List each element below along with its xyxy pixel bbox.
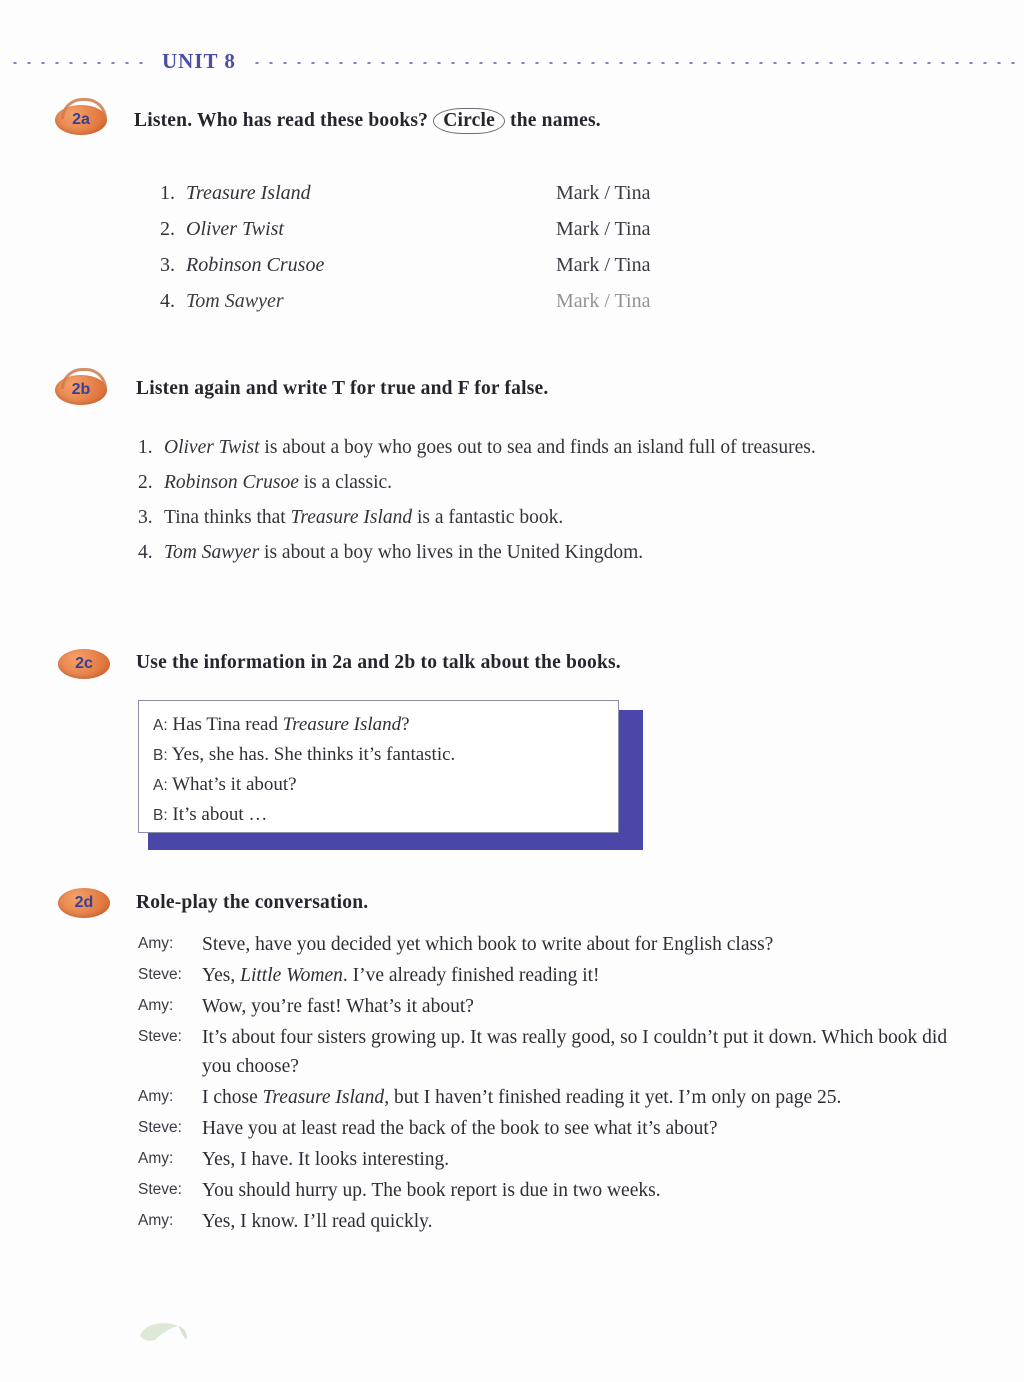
conversation-line <box>138 1207 978 1236</box>
dotted-rule-left <box>8 58 148 64</box>
book-title: Treasure Island <box>262 1087 385 1108</box>
instruction-2d: Role-play the conversation. <box>136 892 369 913</box>
statement-lead: Tina thinks that <box>164 507 291 528</box>
conversation-text: Yes, I have. It looks interesting. <box>202 1149 450 1170</box>
statement <box>164 535 838 570</box>
book-title: Treasure Island <box>186 182 311 204</box>
dotted-rule-right <box>250 58 1018 64</box>
conversation-2d <box>138 930 978 1238</box>
item-number: 1. <box>138 437 153 458</box>
item-number: 3. <box>160 254 175 276</box>
exercise-badge-2c: 2c <box>58 649 110 679</box>
conversation-text: Have you at least read the back of the book to see what it’s about? <box>202 1118 718 1139</box>
dialogue-text: What’s it about? <box>172 774 297 795</box>
instruction-2a <box>134 108 601 134</box>
book-title: Robinson Crusoe <box>186 254 325 276</box>
conversation-line <box>138 1114 978 1143</box>
dialogue-title: Treasure Island <box>282 714 402 735</box>
book-title: Little Women <box>240 965 343 986</box>
speaker-label: Amy: <box>138 1150 174 1167</box>
conversation-text: Steve, have you decided yet which book to write about for English class? <box>202 934 774 955</box>
speaker-label: Steve: <box>138 966 182 983</box>
instruction-2c: Use the information in 2a and 2b to talk about the books. <box>136 652 621 673</box>
dialogue-line <box>153 740 604 770</box>
statement-rest: is a classic. <box>298 472 393 493</box>
list-item <box>138 500 838 535</box>
true-false-list-2b <box>138 430 838 570</box>
list-item <box>160 182 780 218</box>
list-item <box>138 535 838 570</box>
statement-title: Tom Sawyer <box>164 542 260 563</box>
book-title: Tom Sawyer <box>186 290 284 312</box>
book-title: Oliver Twist <box>186 218 284 240</box>
item-number: 2. <box>160 218 175 240</box>
exercise-badge-2a: 2a <box>55 105 107 135</box>
conversation-line <box>138 1083 978 1112</box>
dialogue-line <box>153 770 604 800</box>
dialogue-text: It’s about … <box>172 804 268 825</box>
name-choice[interactable]: Mark / Tina <box>556 182 651 204</box>
instruction-2a-post: the names. <box>510 110 601 131</box>
statement-rest: is about a boy who goes out to sea and finds an island full of treasures. <box>259 437 816 458</box>
conversation-line <box>138 1176 978 1205</box>
statement-title: Oliver Twist <box>164 437 260 458</box>
statement <box>164 430 838 465</box>
speaker-label: Amy: <box>138 1088 174 1105</box>
model-dialogue-box <box>138 700 633 845</box>
unit-title: UNIT 8 <box>162 48 236 73</box>
conversation-line <box>138 1023 978 1081</box>
item-number: 3. <box>138 507 153 528</box>
conversation-text: Wow, you’re fast! What’s it about? <box>202 996 474 1017</box>
item-number: 2. <box>138 472 153 493</box>
item-number: 4. <box>138 542 153 563</box>
conversation-line <box>138 1145 978 1174</box>
exercise-badge-2b: 2b <box>55 375 107 405</box>
page-header <box>0 44 1024 78</box>
list-item <box>138 465 838 500</box>
statement <box>164 500 838 535</box>
speaker-label: Amy: <box>138 1212 174 1229</box>
speaker-label: B: <box>153 747 168 764</box>
name-choice[interactable]: Mark / Tina <box>556 290 651 312</box>
dialogue-panel <box>138 700 619 833</box>
statement-title: Robinson Crusoe <box>164 472 299 493</box>
book-list-2a <box>160 182 780 326</box>
conversation-text: It’s about four sisters growing up. It was really good, so I couldn’t put it down. Which book did you choose? <box>202 1027 948 1077</box>
exercise-badge-2d: 2d <box>58 888 110 918</box>
speaker-label: Steve: <box>138 1181 182 1198</box>
speaker-label: B: <box>153 807 168 824</box>
name-choice[interactable]: Mark / Tina <box>556 254 651 276</box>
list-item <box>160 254 780 290</box>
statement-rest: is about a boy who lives in the United Kingdom. <box>259 542 644 563</box>
conversation-line <box>138 961 978 990</box>
conversation-line <box>138 992 978 1021</box>
list-item <box>160 290 780 326</box>
speaker-label: A: <box>153 777 168 794</box>
speaker-label: Amy: <box>138 935 174 952</box>
leaf-icon <box>136 1318 194 1344</box>
statement-rest: is a fantastic book. <box>412 507 564 528</box>
dialogue-tail: ? <box>401 714 410 735</box>
name-choice[interactable]: Mark / Tina <box>556 218 651 240</box>
dialogue-text: Has Tina read <box>172 714 283 735</box>
conversation-text: Yes, Little Women. I’ve already finished reading it! <box>202 965 600 986</box>
dialogue-line <box>153 710 604 740</box>
conversation-text: I chose Treasure Island, but I haven’t finished reading it yet. I’m only on page 25. <box>202 1087 842 1108</box>
statement-title: Treasure Island <box>290 507 413 528</box>
speaker-label: Steve: <box>138 1028 182 1045</box>
speaker-label: Steve: <box>138 1119 182 1136</box>
list-item <box>138 430 838 465</box>
conversation-text: Yes, I know. I’ll read quickly. <box>202 1211 433 1232</box>
list-item <box>160 218 780 254</box>
dialogue-text: Yes, she has. She thinks it’s fantastic. <box>171 744 456 765</box>
instruction-2a-pre: Listen. Who has read these books? <box>134 110 429 131</box>
speaker-label: A: <box>153 717 168 734</box>
conversation-text: You should hurry up. The book report is due in two weeks. <box>202 1180 661 1201</box>
speaker-label: Amy: <box>138 997 174 1014</box>
item-number: 4. <box>160 290 175 312</box>
conversation-line <box>138 930 978 959</box>
statement <box>164 465 838 500</box>
instruction-2b: Listen again and write T for true and F for false. <box>136 378 549 399</box>
circle-word: Circle <box>433 108 505 134</box>
item-number: 1. <box>160 182 175 204</box>
dialogue-line <box>153 800 604 830</box>
